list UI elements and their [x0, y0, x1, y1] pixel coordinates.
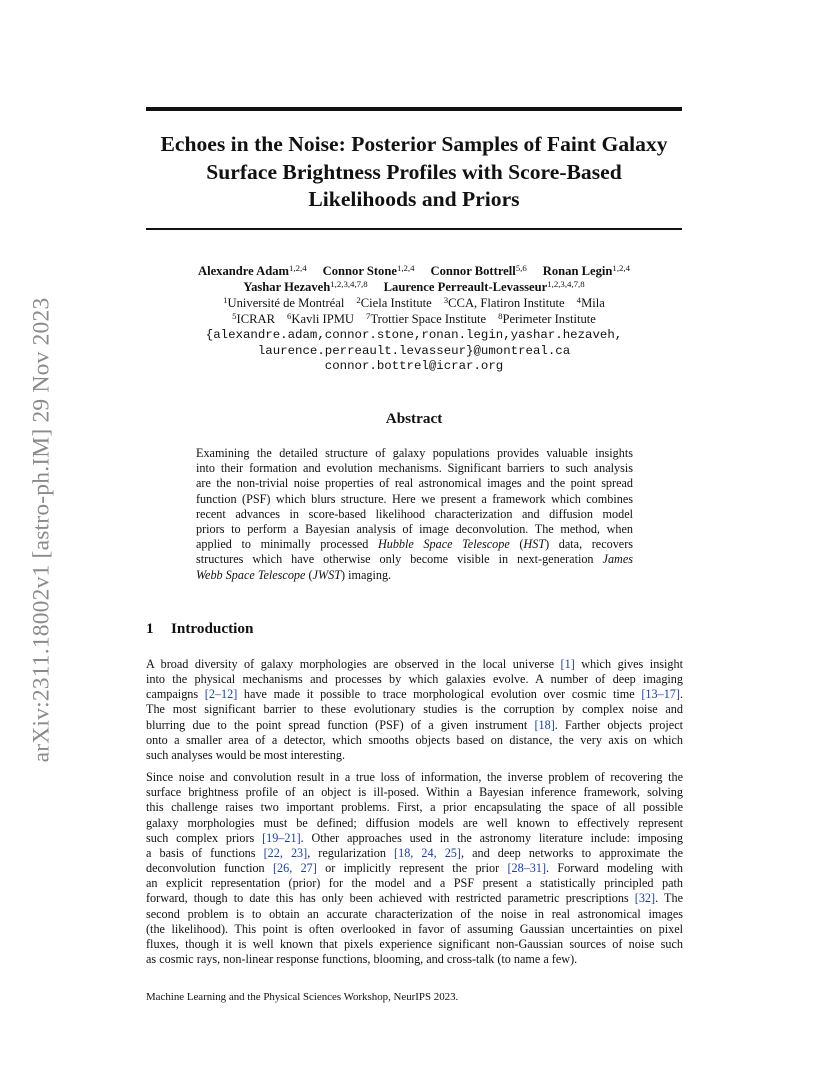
abstract-text: ( [509, 537, 524, 552]
text-line [146, 687, 683, 702]
body-text: have made it possible to trace morphological evolution over cosmic time [237, 687, 642, 702]
footer-note: Machine Learning and the Physical Sciences Workshop, NeurIPS 2023. [146, 991, 459, 1003]
author-affil-sup: 5,6 [515, 263, 527, 273]
affiliation: Mila [581, 295, 605, 310]
abstract-line [196, 568, 633, 583]
abstract-line: Examining the detailed structure of galaxy populations provides valuable insights [196, 446, 633, 460]
body-text: or implicitly represent the prior [316, 861, 508, 876]
abstract-line: are the non-trivial noise properties of real astronomical images and the point spread [196, 476, 633, 491]
text-line: second problem is to obtain an accurate characterization of the noise in real astronomical images [146, 906, 683, 921]
text-line: as cosmic rays, non-linear response functions, blooming, and cross-talk (to name a few). [146, 951, 578, 966]
citation-link[interactable]: [28–31] [507, 861, 547, 876]
text-line: into the physical mechanisms and processes by which galaxies evolve. A number of deep imaging [146, 672, 683, 687]
arxiv-identifier [22, 260, 62, 800]
affiliation-line [146, 296, 682, 312]
email-line[interactable]: connor.bottrel@icrar.org [324, 359, 504, 374]
citation-link[interactable]: [2–12] [204, 687, 238, 702]
text-line [146, 861, 683, 876]
abstract-line [196, 537, 633, 552]
abstract-heading: Abstract [385, 410, 443, 427]
author-affil-sup: 1,2,3,4,7,8 [330, 278, 368, 289]
citation-link[interactable]: [32] [634, 891, 656, 906]
body-text: , regularization [307, 845, 395, 860]
title-bottom-rule [146, 228, 682, 230]
body-text: . The [655, 891, 683, 906]
affiliation: ICRAR [236, 311, 275, 326]
abstract-body [196, 446, 633, 583]
affil-sup: 6 [287, 310, 292, 321]
affil-sup: 2 [356, 294, 361, 305]
affil-sup: 5 [232, 310, 237, 321]
author-block [146, 264, 682, 375]
author-name: Connor Bottrell [430, 264, 516, 278]
affiliation: Kavli IPMU [291, 311, 355, 326]
citation-link[interactable]: [1] [560, 657, 575, 671]
body-text: forward, though to date this has only been achieved with restricted parametric prescriptions [146, 891, 635, 906]
affil-sup: 8 [498, 310, 503, 321]
title-top-rule [146, 107, 682, 111]
author-name: Ronan Legin [542, 264, 613, 278]
citation-link[interactable]: [19–21] [262, 830, 301, 845]
text-line: (the likelihood). This point is often overlooked in favor of assuming Gaussian uncertainties on pixel [146, 921, 683, 936]
abstract-italic: JWST [312, 567, 341, 582]
text-line: onto a smaller area of a detector, which smooths objects based on distance, the very axis on which [146, 732, 683, 747]
text-line: such analyses would be most interesting. [146, 747, 346, 762]
abstract-italic: Webb Space Telescope [196, 567, 306, 582]
title-line: Surface Brightness Profiles with Score-Based [206, 159, 622, 184]
email-line[interactable]: laurence.perreault.levasseur}@umontreal.ca [257, 343, 571, 358]
author-line [146, 264, 682, 280]
abstract-italic: HST [523, 537, 546, 552]
section-number: 1 [146, 620, 154, 637]
abstract-line: into their formation and evolution mechanisms. Significant barriers to such analysis [196, 461, 633, 476]
section-title: Introduction [171, 620, 254, 637]
author-affil-sup: 1,2,4 [612, 263, 631, 273]
text-line [146, 657, 683, 672]
body-text: . Other approaches used in the astronomy literature include: imposing [300, 830, 683, 845]
text-line: this challenge raises two important problems. First, a prior encapsulating the space of all possible [146, 800, 683, 815]
introduction-body [146, 657, 683, 967]
abstract-line [196, 552, 633, 567]
body-text: . Farther objects project [554, 717, 683, 732]
text-line [146, 831, 683, 846]
section-heading [146, 620, 253, 638]
author-affil-sup: 1,2,4 [289, 263, 307, 273]
text-line: surface brightness profile of an object is ill-posed. Within a Bayesian inference framework, solving [146, 785, 683, 800]
abstract-text: structures which have otherwise only become visible in next-generation [196, 552, 603, 567]
text-line: The most significant barrier to these evolutionary studies is the corruption by complex noise and [146, 702, 683, 717]
author-line [146, 280, 682, 296]
affiliation: CCA, Flatiron Institute [448, 295, 565, 310]
text-line: an explicit representation (prior) for the model and a PSF present a statistically principled path [146, 876, 683, 891]
abstract-text: ( [305, 567, 313, 582]
author-affil-sup: 1,2,4 [396, 263, 415, 273]
affiliation: Ciela Institute [360, 295, 432, 310]
abstract-line: function (PSF) which blurs structure. Here we present a framework which combines [196, 491, 633, 506]
body-text: campaigns [146, 687, 205, 702]
citation-link[interactable]: [22, 23] [263, 845, 308, 860]
title-line: Echoes in the Noise: Posterior Samples of Faint Galaxy [160, 132, 668, 156]
body-text: deconvolution function [146, 861, 273, 876]
affil-sup: 4 [576, 294, 582, 305]
abstract-italic: Hubble Space Telescope [377, 537, 510, 552]
affiliation: Université de Montréal [227, 295, 345, 310]
text-line [146, 718, 683, 733]
affil-sup: 7 [366, 310, 371, 321]
arxiv-id-text: arXiv:2311.18002v1 [astro-ph.IM] 29 Nov 2023 [28, 297, 55, 763]
body-text: , and deep networks to approximate the [460, 845, 683, 860]
body-text: . Forward modeling with [546, 861, 684, 876]
citation-link[interactable]: [18, 24, 25] [394, 845, 461, 860]
text-line [146, 891, 683, 906]
author-name: Connor Stone [322, 264, 397, 278]
body-text: a basis of functions [146, 845, 264, 860]
abstract-line: priors to perform a Bayesian analysis of image deconvolution. The method, when [196, 522, 633, 537]
abstract-italic: James [602, 552, 633, 567]
body-text: blurring due to the point spread function (PSF) of a given instrument [146, 717, 535, 732]
citation-link[interactable]: [18] [534, 717, 555, 732]
abstract-text: ) imaging. [340, 567, 392, 582]
paper-title [146, 131, 682, 214]
text-line: galaxy morphologies must be defined; diffusion models are well known to effectively represent [146, 815, 683, 830]
body-text: . [679, 687, 683, 702]
abstract-line: recent advances in score-based likelihood characterization and diffusion model [196, 506, 633, 521]
affil-sup: 1 [223, 294, 228, 305]
affil-sup: 3 [443, 294, 449, 305]
affiliation: Perimeter Institute [502, 311, 596, 326]
affiliation: Trottier Space Institute [370, 311, 487, 326]
abstract-text: applied to minimally processed [196, 537, 378, 552]
text-line: fluxes, though it is well known that pixels experience significant non-Gaussian sources of noise such [146, 936, 683, 951]
author-affil-sup: 1,2,3,4,7,8 [547, 278, 585, 289]
author-name: Alexandre Adam [197, 264, 290, 278]
body-text: which gives insight [574, 657, 683, 671]
abstract-text: ) data, recovers [545, 537, 634, 552]
title-line: Likelihoods and Priors [308, 187, 520, 211]
text-line [146, 846, 683, 861]
body-text: such complex priors [146, 830, 263, 845]
author-name: Yashar Hezaveh [243, 279, 331, 294]
affiliation-line [146, 312, 682, 328]
email-line[interactable]: {alexandre.adam,connor.stone,ronan.legin,yashar.hezaveh, [205, 327, 623, 342]
citation-link[interactable]: [26, 27] [272, 861, 317, 876]
text-line: Since noise and convolution result in a true loss of information, the inverse problem of recovering the [146, 770, 683, 785]
body-text: A broad diversity of galaxy morphologies are observed in the local universe [146, 657, 561, 671]
citation-link[interactable]: [13–17] [641, 687, 680, 702]
author-name: Laurence Perreault-Levasseur [383, 279, 548, 294]
